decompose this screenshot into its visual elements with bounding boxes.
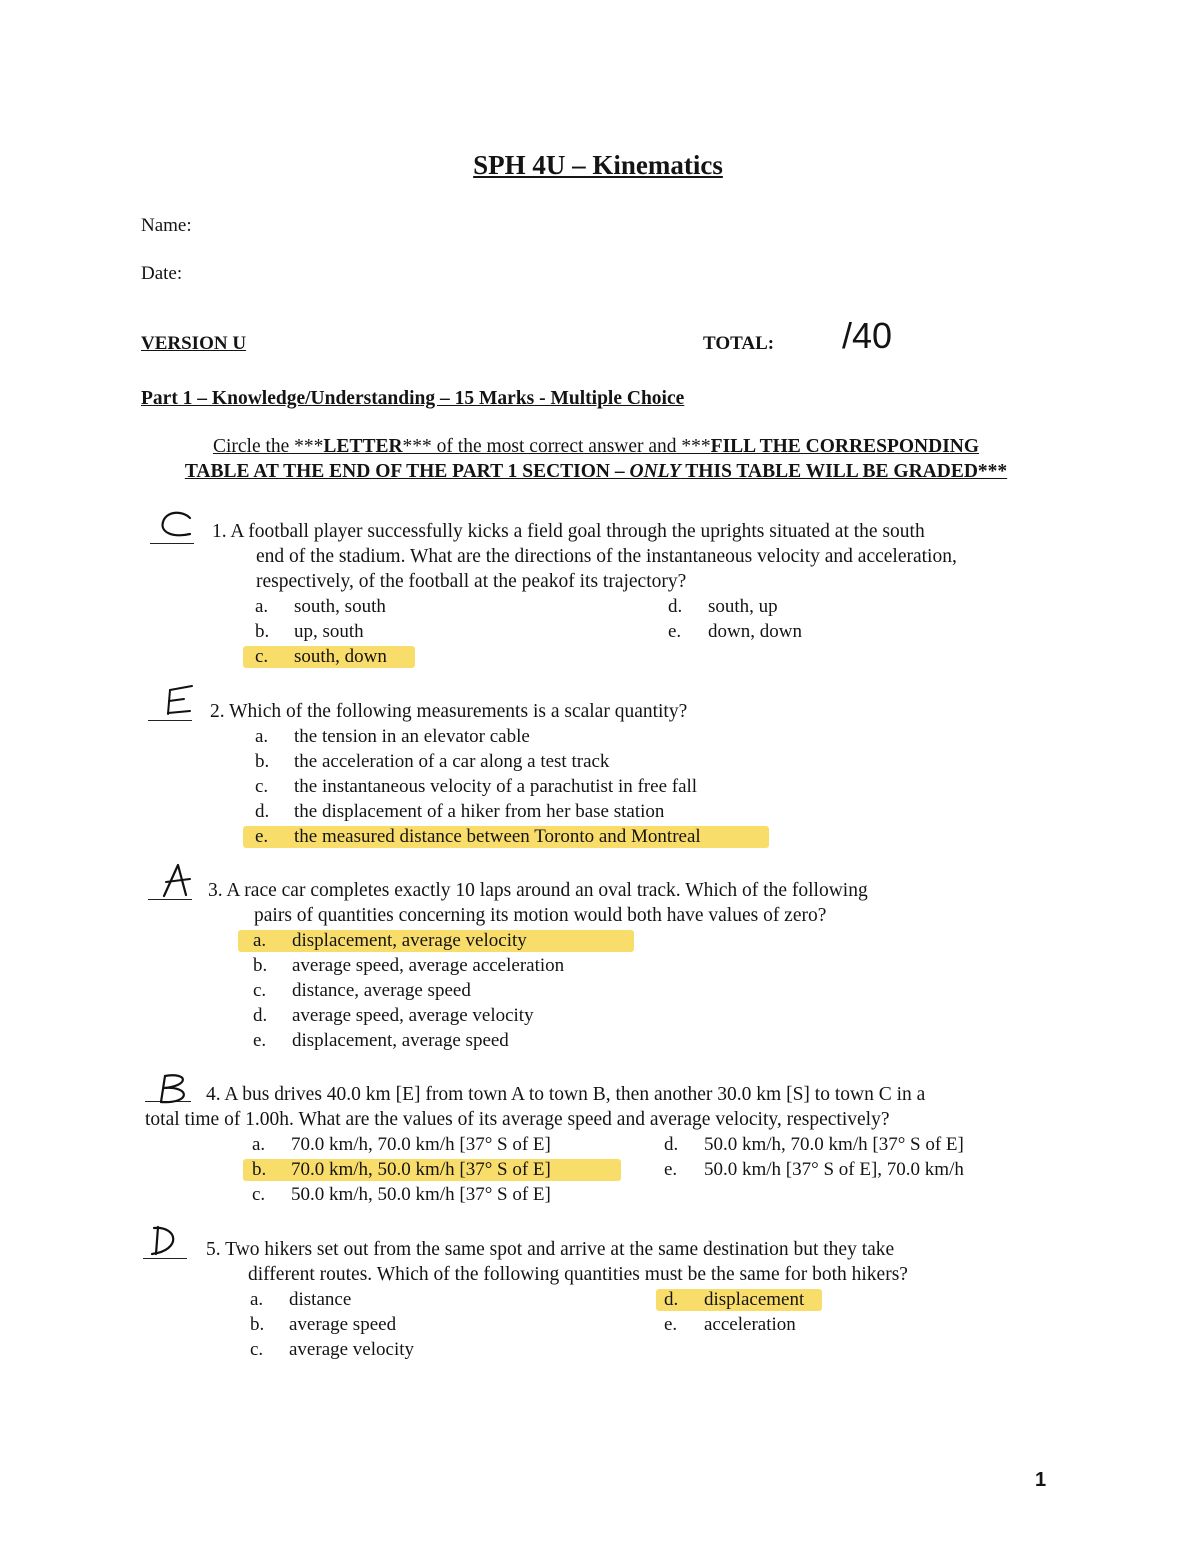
- q5-option-e-text: acceleration: [704, 1314, 796, 1335]
- total-score: /40: [842, 315, 893, 356]
- q5-option-d-text: displacement: [704, 1289, 805, 1310]
- total-label: TOTAL:: [703, 333, 775, 354]
- handwritten-answer-d: [144, 1224, 190, 1260]
- q1-option-b-text: up, south: [294, 621, 364, 642]
- q2-option-b-text: the acceleration of a car along a test track: [294, 751, 610, 772]
- question-5-line-2: different routes. Which of the following quantities must be the same for both hikers?: [248, 1264, 908, 1285]
- q2-option-a-letter[interactable]: a.: [255, 726, 269, 747]
- q3-option-a-letter[interactable]: a.: [253, 930, 267, 951]
- q4-option-b-text: 70.0 km/h, 50.0 km/h [37° S of E]: [291, 1159, 551, 1180]
- question-1-line-2: end of the stadium. What are the directions of the instantaneous velocity and acceleration,: [256, 546, 957, 567]
- q1-option-e-letter[interactable]: e.: [668, 621, 682, 642]
- q5-option-e-letter[interactable]: e.: [664, 1314, 678, 1335]
- q3-option-d-text: average speed, average velocity: [292, 1005, 534, 1026]
- q5-option-b-text: average speed: [289, 1314, 397, 1335]
- q1-option-b-letter[interactable]: b.: [255, 621, 270, 642]
- q3-option-a-text: displacement, average velocity: [292, 930, 527, 951]
- question-3-line-1: 3. A race car completes exactly 10 laps around an oval track. Which of the following: [208, 880, 868, 901]
- q4-option-c-text: 50.0 km/h, 50.0 km/h [37° S of E]: [291, 1184, 551, 1205]
- q1-option-c-text: south, down: [294, 646, 387, 667]
- question-4-line-2: total time of 1.00h. What are the values of its average speed and average velocity, respectively?: [145, 1109, 890, 1130]
- q3-option-e-text: displacement, average speed: [292, 1030, 509, 1051]
- q1-option-d-letter[interactable]: d.: [668, 596, 683, 617]
- q3-option-c-letter[interactable]: c.: [253, 980, 267, 1001]
- q2-option-e-letter[interactable]: e.: [255, 826, 269, 847]
- question-1-line-1: 1. A football player successfully kicks a field goal through the uprights situated at the south: [212, 521, 925, 542]
- q2-option-c-text: the instantaneous velocity of a parachutist in free fall: [294, 776, 698, 797]
- instructions-line-1: Circle the ***LETTER*** of the most correct answer and ***FILL THE CORRESPONDING: [212, 436, 980, 457]
- q4-option-a-text: 70.0 km/h, 70.0 km/h [37° S of E]: [291, 1134, 551, 1155]
- question-5-line-1: 5. Two hikers set out from the same spot and arrive at the same destination but they take: [206, 1239, 895, 1260]
- handwritten-answer-a: [156, 862, 202, 898]
- q4-option-e-letter[interactable]: e.: [664, 1159, 678, 1180]
- q2-option-d-letter[interactable]: d.: [255, 801, 270, 822]
- q3-option-c-text: distance, average speed: [292, 980, 471, 1001]
- name-label: Name:: [141, 215, 192, 236]
- part-heading: Part 1 – Knowledge/Understanding – 15 Marks - Multiple Choice: [141, 388, 685, 409]
- q4-option-d-text: 50.0 km/h, 70.0 km/h [37° S of E]: [704, 1134, 964, 1155]
- q2-option-a-text: the tension in an elevator cable: [294, 726, 530, 747]
- q5-option-a-letter[interactable]: a.: [250, 1289, 264, 1310]
- q4-option-c-letter[interactable]: c.: [252, 1184, 266, 1205]
- answer-blank-2[interactable]: [148, 720, 192, 721]
- question-3-line-2: pairs of quantities concerning its motion would both have values of zero?: [254, 905, 827, 926]
- question-1-line-3: respectively, of the football at the peakof its trajectory?: [256, 571, 687, 592]
- q5-option-b-letter[interactable]: b.: [250, 1314, 265, 1335]
- q4-option-d-letter[interactable]: d.: [664, 1134, 679, 1155]
- instructions-line-2: TABLE AT THE END OF THE PART 1 SECTION – ONLY THIS TABLE WILL BE GRADED***: [184, 461, 1008, 482]
- q3-option-e-letter[interactable]: e.: [253, 1030, 267, 1051]
- q3-option-b-text: average speed, average acceleration: [292, 955, 565, 976]
- question-4-line-1: 4. A bus drives 40.0 km [E] from town A to town B, then another 30.0 km [S] to town C in a: [206, 1084, 926, 1105]
- q5-option-c-letter[interactable]: c.: [250, 1339, 264, 1360]
- q3-option-d-letter[interactable]: d.: [253, 1005, 268, 1026]
- q1-option-a-text: south, south: [294, 596, 386, 617]
- q1-option-e-text: down, down: [708, 621, 802, 642]
- q5-option-c-text: average velocity: [289, 1339, 415, 1360]
- question-2-line-1: 2. Which of the following measurements is a scalar quantity?: [210, 701, 688, 722]
- date-label: Date:: [141, 263, 183, 284]
- q2-option-d-text: the displacement of a hiker from her base station: [294, 801, 665, 822]
- version-label: VERSION U: [141, 333, 247, 354]
- q2-option-e-text: the measured distance between Toronto and Montreal: [294, 826, 701, 847]
- q1-option-a-letter[interactable]: a.: [255, 596, 269, 617]
- q1-option-d-text: south, up: [708, 596, 778, 617]
- handwritten-answer-c: [152, 508, 198, 544]
- q1-option-c-letter[interactable]: c.: [255, 646, 269, 667]
- handwritten-answer-e: [158, 682, 204, 718]
- q4-option-e-text: 50.0 km/h [37° S of E], 70.0 km/h: [704, 1159, 964, 1180]
- q4-option-a-letter[interactable]: a.: [252, 1134, 266, 1155]
- q4-option-b-letter[interactable]: b.: [252, 1159, 267, 1180]
- q5-option-a-text: distance: [289, 1289, 352, 1310]
- page-number: 1: [1035, 1469, 1047, 1491]
- answer-blank-3[interactable]: [148, 899, 192, 900]
- q3-option-b-letter[interactable]: b.: [253, 955, 268, 976]
- q5-option-d-letter[interactable]: d.: [664, 1289, 679, 1310]
- page-title: SPH 4U – Kinematics: [473, 150, 723, 180]
- q2-option-c-letter[interactable]: c.: [255, 776, 269, 797]
- q2-option-b-letter[interactable]: b.: [255, 751, 270, 772]
- handwritten-answer-b: [155, 1072, 201, 1108]
